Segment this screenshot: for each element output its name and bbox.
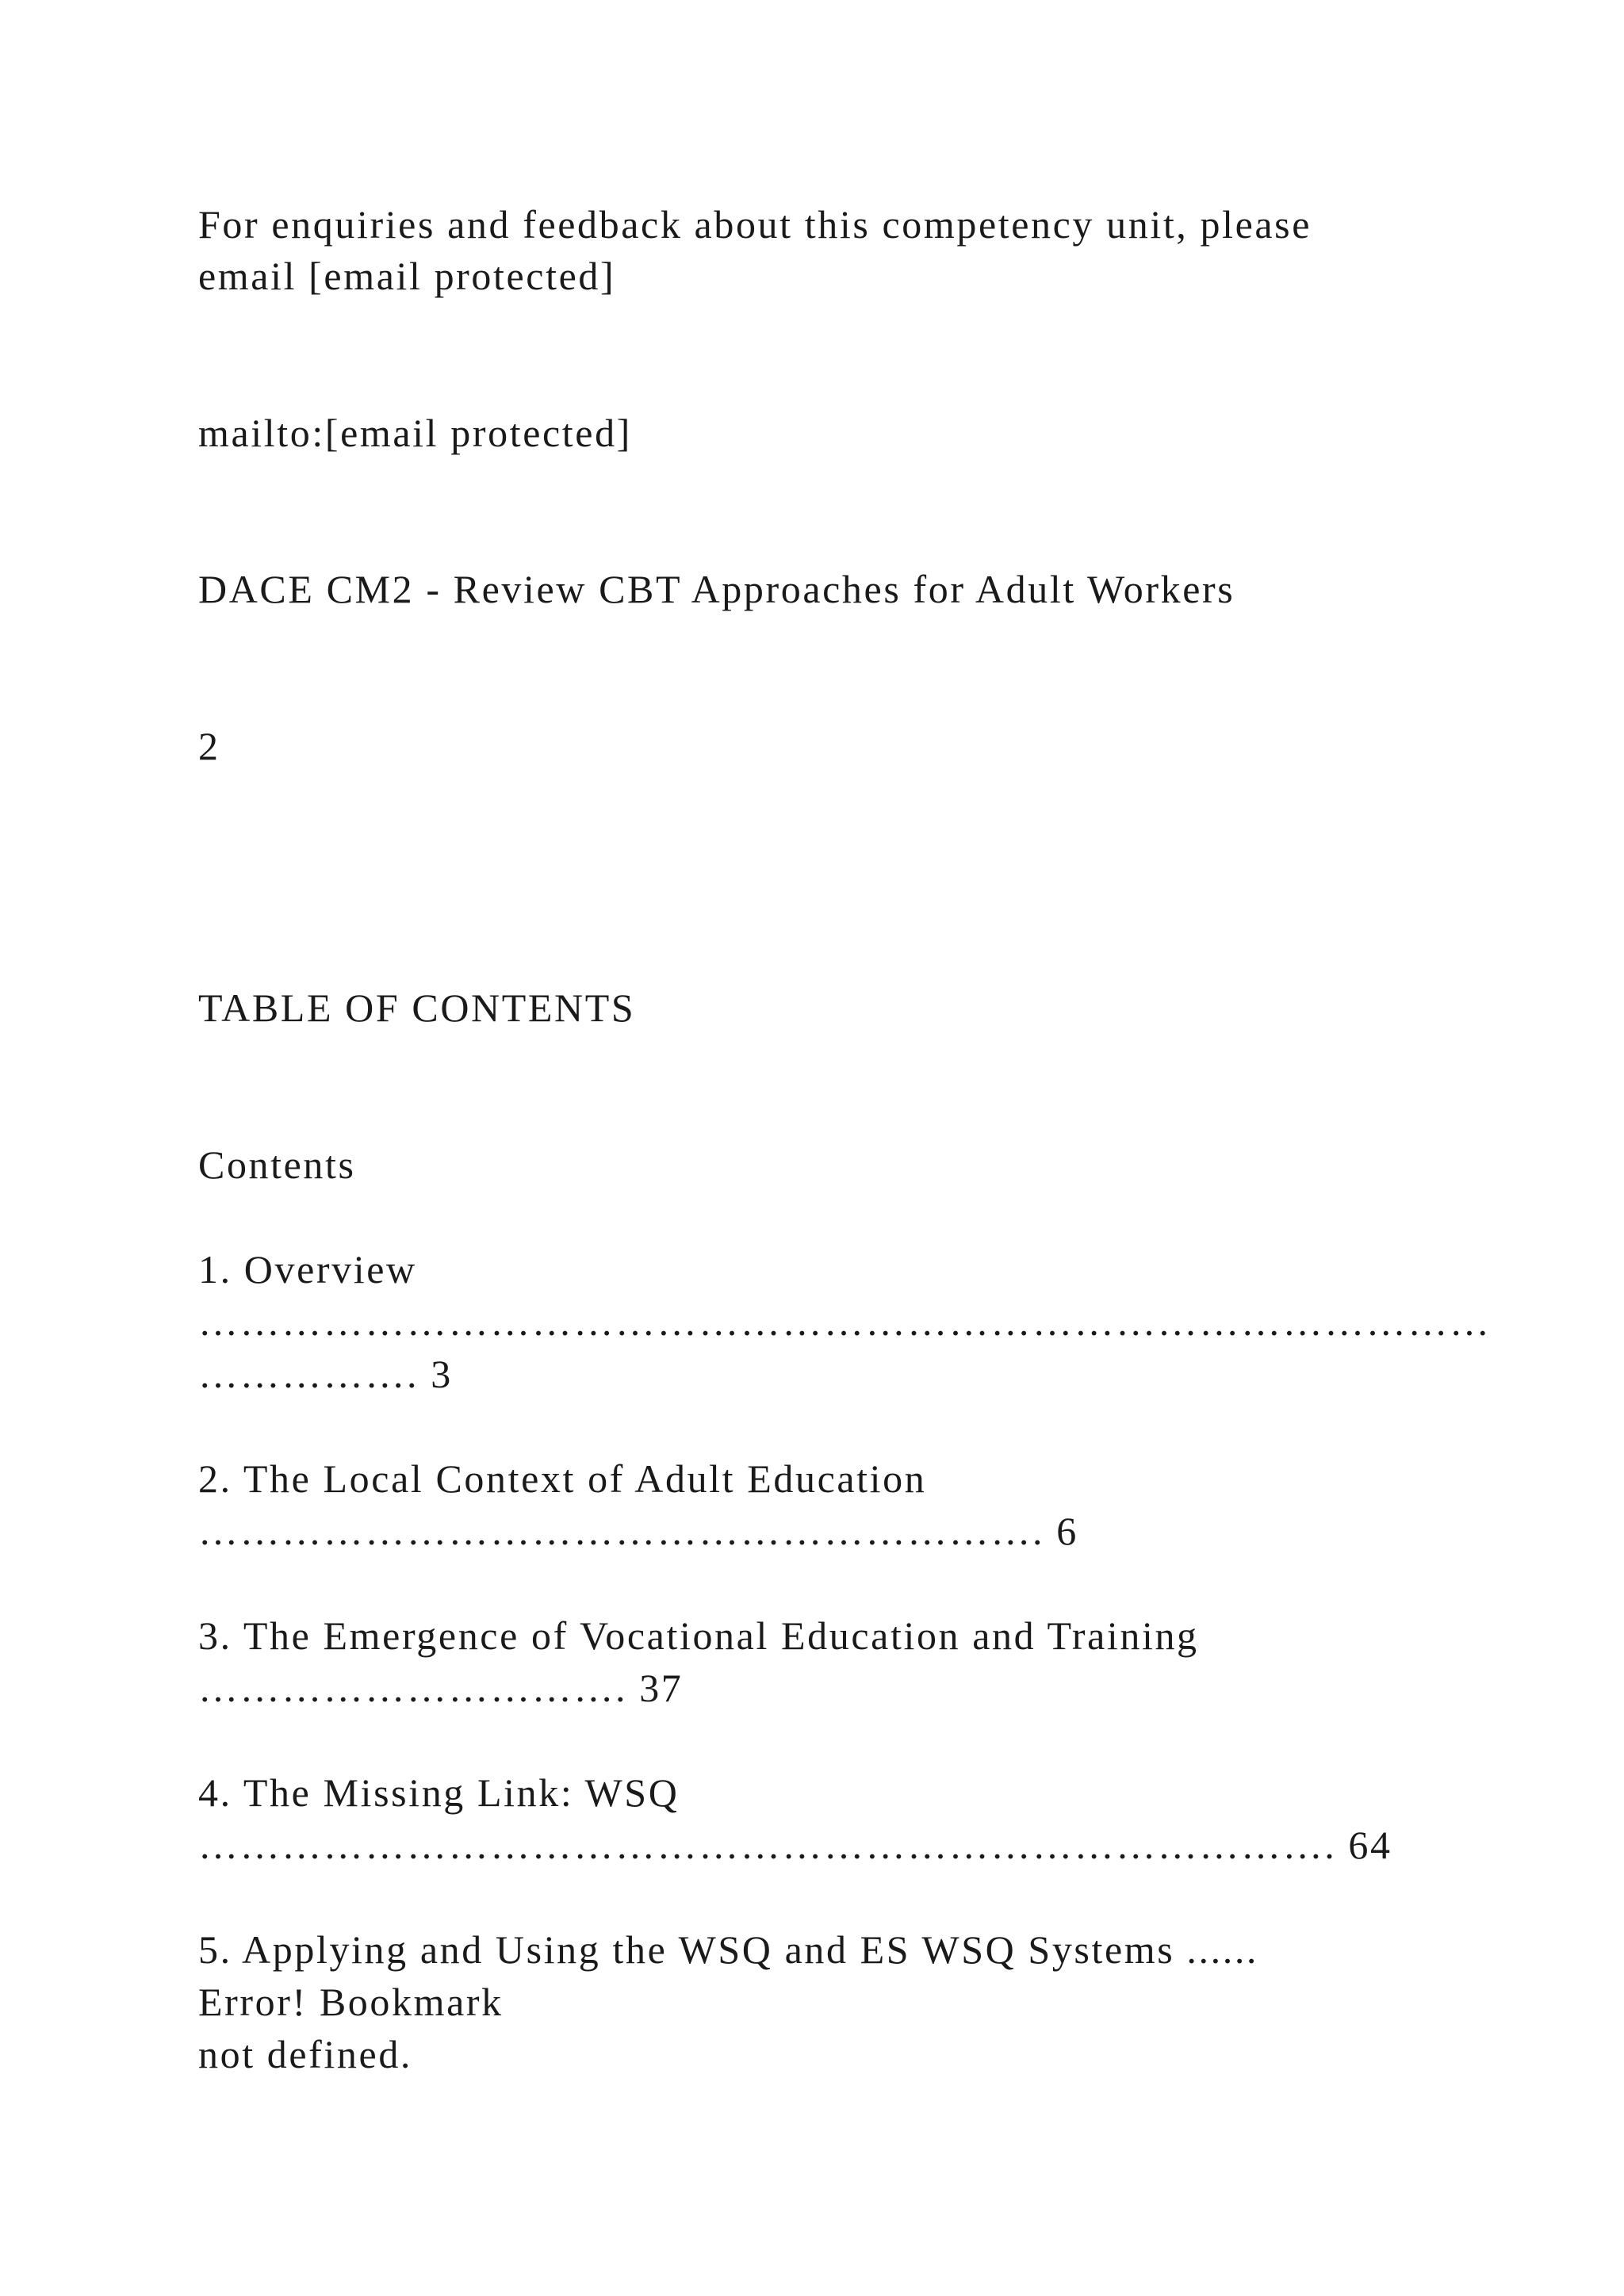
toc-item-title: 5. Applying and Using the WSQ and ES WSQ Systems ...... xyxy=(198,1927,1259,1972)
toc-item-leader: ………………………………………………………………………………… xyxy=(198,1299,1492,1344)
page-number: 2 xyxy=(198,724,220,768)
toc-item-page: ………………………………………………………………………. 64 xyxy=(198,1823,1392,1867)
toc-item-error-continued: not defined. xyxy=(198,2032,413,2076)
enquiry-line-2: email [email protected] xyxy=(198,254,616,298)
toc-item-title: 2. The Local Context of Adult Education xyxy=(198,1456,927,1501)
toc-item-page: …………………………. 37 xyxy=(198,1666,684,1710)
toc-item-title: 3. The Emergence of Vocational Education and Training xyxy=(198,1613,1199,1658)
toc-item-title: 1. Overview xyxy=(198,1247,417,1292)
toc-item-error: Error! Bookmark xyxy=(198,1980,504,2024)
toc-heading: TABLE OF CONTENTS xyxy=(198,985,636,1030)
enquiry-line-1: For enquiries and feedback about this competency unit, please xyxy=(198,202,1312,247)
header-title: DACE CM2 - Review CBT Approaches for Adult Workers xyxy=(198,567,1235,611)
toc-item-page: ……………. 3 xyxy=(198,1352,453,1396)
toc-item-page: ……………………………………………………. 6 xyxy=(198,1509,1078,1553)
contents-label: Contents xyxy=(198,1142,356,1187)
toc-item-title: 4. The Missing Link: WSQ xyxy=(198,1770,680,1815)
mailto-link[interactable]: mailto:[email protected] xyxy=(198,411,632,455)
